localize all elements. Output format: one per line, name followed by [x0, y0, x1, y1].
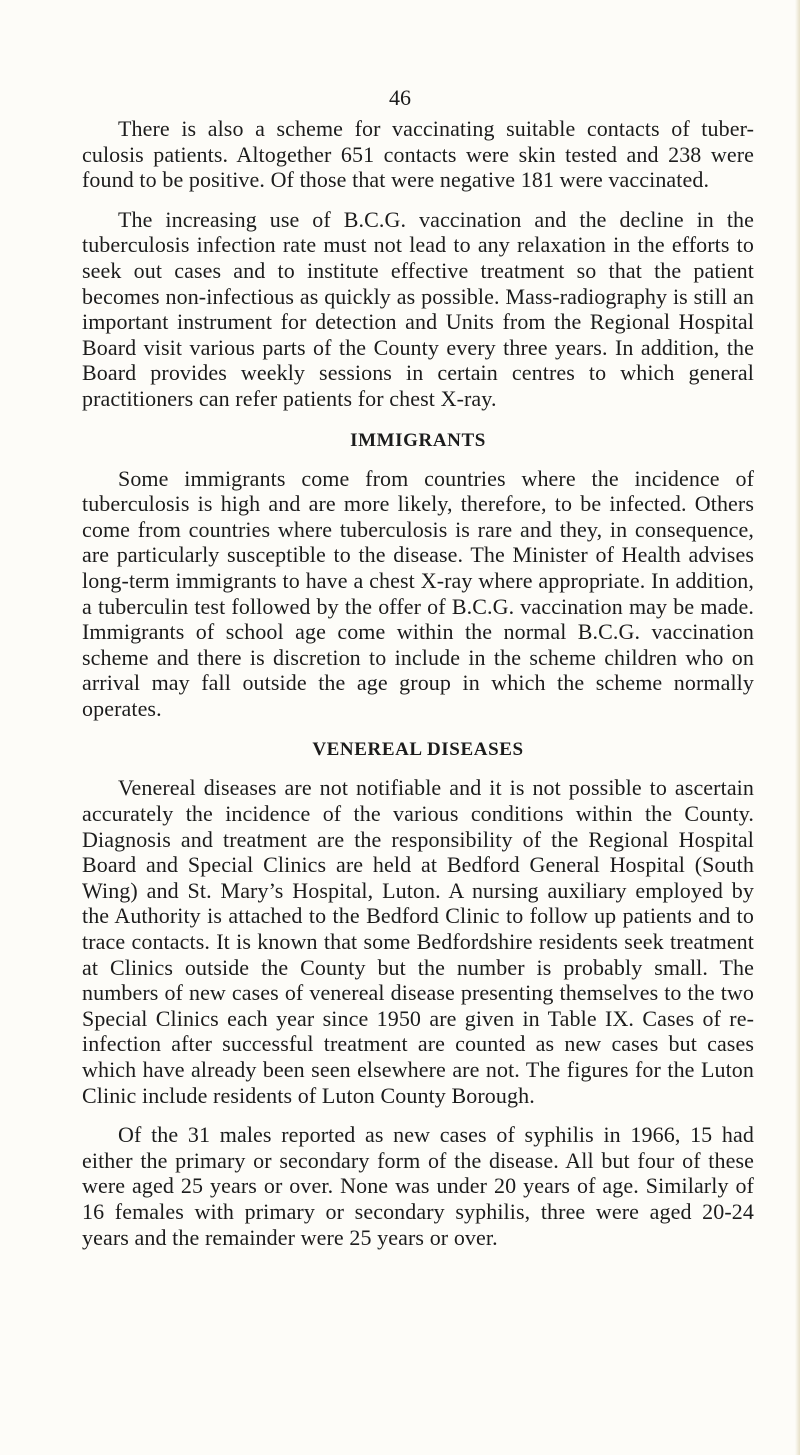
page-number: 46: [389, 85, 411, 110]
venereal-diseases-heading: VENEREAL DISEASES: [312, 739, 524, 761]
venereal-paragraph-1: Venereal diseases are not notifiable and it is not possible to ascertain accurately the incidence of the various conditions within the County. Diagnosis and treatment are the responsibility of the Regional Hospital Board and Special Clinics are held at Bedford General Hospital (South Wing) and St. Mary’s Hospital, Luton. A nursing auxiliary employed by the Authority is attached to the Bedford Clinic to follow up patients and to trace contacts. It is known that some Bedfordshire residents seek treatment at Clinics outside the County but the number is probably small. The numbers of new cases of venereal disease presenting themselves to the two Special Clinics each year since 1950 are given in Table IX. Cases of re-infection after successful treatment are counted as new cases but cases which have already been seen elsewhere are not. The figures for the Luton Clinic include residents of Luton County Borough.: [82, 775, 754, 1108]
venereal-diseases-section: [82, 738, 754, 1250]
intro-paragraph-2: The increasing use of B.C.G. vaccination and the decline in the tuberculosis infection rate must not lead to any relaxation in the efforts to seek out cases and to institute effective treatment so that the patient becomes non-infectious as quickly as possible. Mass-radiography is still an important instrument for detection and Units from the Regional Hospital Board visit various parts of the County every three years. In addition, the Board provides weekly sessions in certain centres to which general practitioners can refer patients for chest X-ray.: [82, 206, 754, 411]
page-edge-shadow: [795, 0, 800, 1455]
venereal-paragraph-2: Of the 31 males reported as new cases of syphilis in 1966, 15 had either the primary or secondary form of the disease. All but four of these were aged 25 years or over. None was under 20 years of age. Similarly of 16 females with primary or secondary syphilis, three were aged 20-24 years and the remainder were 25 years or over.: [82, 1122, 754, 1250]
immigrants-heading: IMMIGRANTS: [350, 429, 486, 451]
intro-section: [82, 116, 754, 412]
page-content: [82, 116, 754, 1250]
intro-paragraph-1: There is also a scheme for vaccinating suitable contacts of tuber-culosis patients. Altogether 651 contacts were skin tested and 238 were found to be positive. Of those that were negative 181 were vaccinated.: [82, 116, 754, 193]
immigrants-paragraph-1: Some immigrants come from countries where the incidence of tuberculosis is high and are more likely, therefore, to be infected. Others come from countries where tuberculosis is rare and they, in consequence, are particularly susceptible to the disease. The Minister of Health advises long-term immigrants to have a chest X-ray where appropriate. In addition, a tuberculin test followed by the offer of B.C.G. vaccination may be made. Immigrants of school age come within the normal B.C.G. vaccination scheme and there is discretion to include in the scheme children who on arrival may fall outside the age group in which the scheme normally operates.: [82, 465, 754, 721]
immigrants-section: [82, 429, 754, 722]
